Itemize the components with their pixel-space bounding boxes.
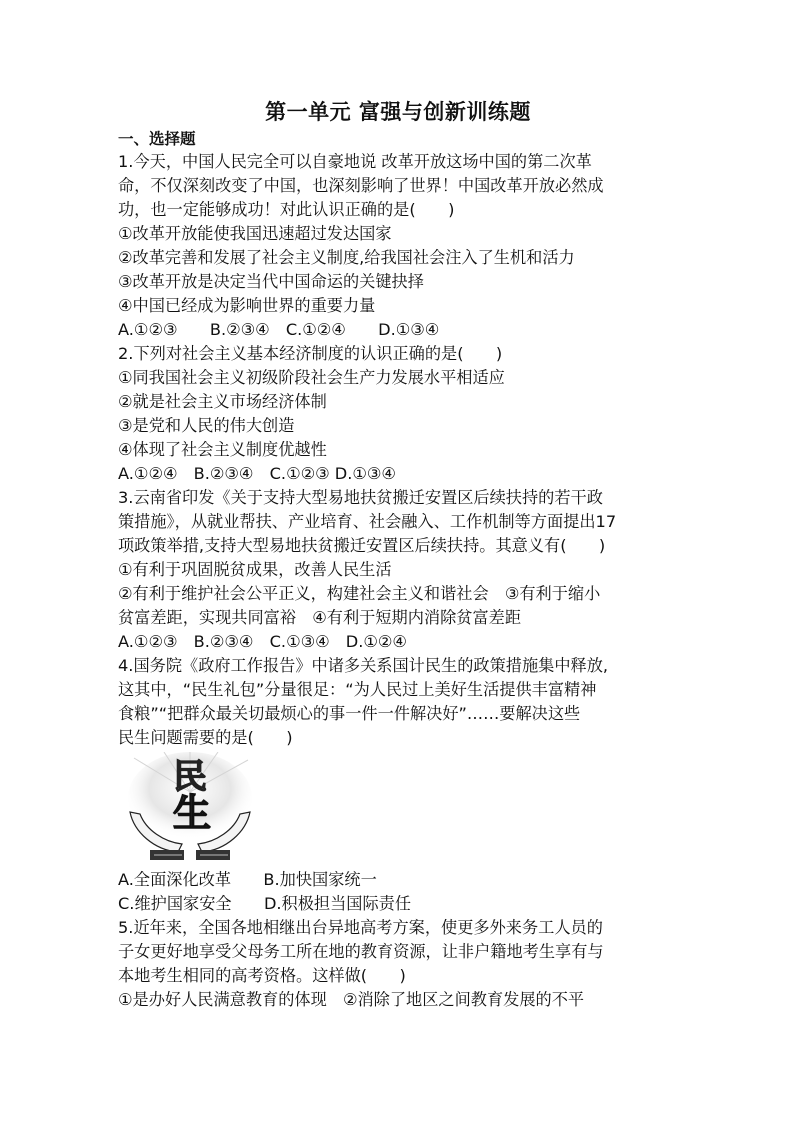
sheng-character: 生 xyxy=(172,791,212,835)
question-1-statement: ③改革开放是决定当代中国命运的关键抉择 xyxy=(118,272,424,291)
question-4-options: C.维护国家安全 D.积极担当国际责任 xyxy=(118,894,412,913)
question-1 xyxy=(118,150,678,342)
question-4-stem-line: 食粮”“把群众最关切最烦心的事一件一件解决好”……要解决这些 xyxy=(118,704,581,723)
question-3-stem-line: 3.云南省印发《关于支持大型易地扶贫搬迁安置区后续扶持的若干政 xyxy=(118,488,603,507)
exam-page xyxy=(118,96,678,1012)
question-4-stem-line: 民生问题需要的是( ) xyxy=(118,728,293,747)
question-3-stem-line: 项政策举措,支持大型易地扶贫搬迁安置区后续扶持。其意义有( ) xyxy=(118,536,606,555)
question-5-statement: ①是办好人民满意教育的体现 ②消除了地区之间教育发展的不平 xyxy=(118,990,585,1009)
question-3 xyxy=(118,486,678,654)
question-1-options: A.①②③ B.②③④ C.①②④ D.①③④ xyxy=(118,320,440,339)
question-1-statement: ①改革开放能使我国迅速超过发达国家 xyxy=(118,224,392,243)
question-3-statement: ②有利于维护社会公平正义，构建社会主义和谐社会 ③有利于缩小 xyxy=(118,584,601,603)
question-4-options: A.全面深化改革 B.加快国家统一 xyxy=(118,870,377,889)
question-4 xyxy=(118,654,678,916)
question-2-statement: ④体现了社会主义制度优越性 xyxy=(118,440,327,459)
minsheng-illustration-svg xyxy=(124,752,254,868)
question-3-statement: ①有利于巩固脱贫成果，改善人民生活 xyxy=(118,560,392,579)
question-5-stem-line: 子女更好地享受父母务工所在地的教育资源，让非户籍地考生享有与 xyxy=(118,942,604,961)
question-2-options: A.①②④ B.②③④ C.①②③ D.①③④ xyxy=(118,464,396,483)
question-5-stem-line: 5.近年来，全国各地相继出台异地高考方案，使更多外来务工人员的 xyxy=(118,918,603,937)
question-3-options: A.①②③ B.②③④ C.①③④ D.①②④ xyxy=(118,632,407,651)
question-2-stem-line: 2.下列对社会主义基本经济制度的认识正确的是( ) xyxy=(118,344,503,363)
question-4-stem-line: 这其中，“民生礼包”分量很足：“为人民过上美好生活提供丰富精神 xyxy=(118,680,597,699)
question-1-statement: ②改革完善和发展了社会主义制度,给我国社会注入了生机和活力 xyxy=(118,248,575,267)
question-1-statement: ④中国已经成为影响世界的重要力量 xyxy=(118,296,376,315)
question-1-stem-line: 1.今天，中国人民完全可以自豪地说 改革开放这场中国的第二次革 xyxy=(118,152,592,171)
minsheng-hands-illustration xyxy=(124,752,254,868)
question-2-statement: ①同我国社会主义初级阶段社会生产力发展水平相适应 xyxy=(118,368,505,387)
question-2-statement: ②就是社会主义市场经济体制 xyxy=(118,392,327,411)
section-heading: 一、选择题 xyxy=(118,130,196,148)
question-3-stem-line: 策措施》，从就业帮扶、产业培育、社会融入、工作机制等方面提出17 xyxy=(118,512,617,531)
question-1-stem-line: 命，不仅深刻改变了中国，也深刻影响了世界！中国改革开放必然成 xyxy=(118,176,604,195)
question-1-stem-line: 功，也一定能够成功！对此认识正确的是( ) xyxy=(118,200,455,219)
min-character: 民 xyxy=(173,757,207,797)
question-5-stem-line: 本地考生相同的高考资格。这样做( ) xyxy=(118,966,406,985)
question-2-statement: ③是党和人民的伟大创造 xyxy=(118,416,295,435)
question-2 xyxy=(118,342,678,486)
question-5 xyxy=(118,916,678,1012)
question-4-stem-line: 4.国务院《政府工作报告》中诸多关系国计民生的政策措施集中释放, xyxy=(118,656,609,675)
page-title: 第一单元 富强与创新训练题 xyxy=(265,99,531,124)
question-3-statement: 贫富差距，实现共同富裕 ④有利于短期内消除贫富差距 xyxy=(118,608,522,627)
